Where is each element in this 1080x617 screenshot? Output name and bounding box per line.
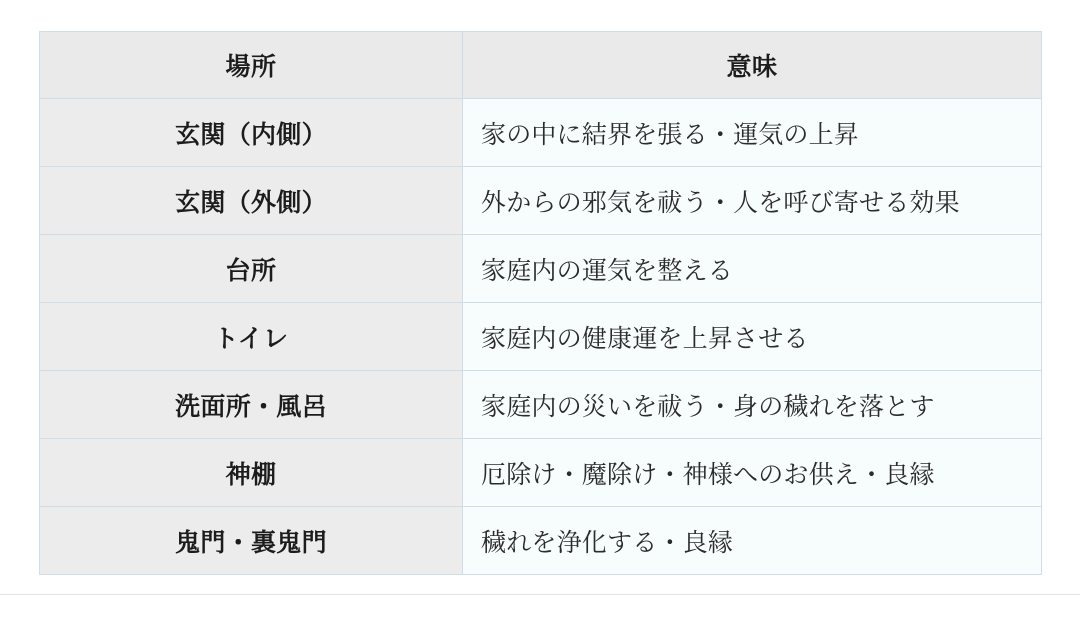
column-header-meaning: 意味: [463, 32, 1042, 99]
page-footer-area: [0, 595, 1080, 617]
table-row: [40, 235, 1042, 303]
cell-meaning: 家庭内の災いを祓う・身の穢れを落とす: [463, 371, 1042, 439]
cell-place: 玄関（外側）: [40, 167, 463, 235]
cell-meaning: 家の中に結界を張る・運気の上昇: [463, 99, 1042, 167]
column-header-place: 場所: [40, 32, 463, 99]
table-row: [40, 507, 1042, 575]
table-row: [40, 99, 1042, 167]
cell-meaning: 外からの邪気を祓う・人を呼び寄せる効果: [463, 167, 1042, 235]
cell-place: 玄関（内側）: [40, 99, 463, 167]
cell-meaning: 穢れを浄化する・良縁: [463, 507, 1042, 575]
table-row: [40, 439, 1042, 507]
table-container: [39, 31, 1041, 575]
cell-place: 神棚: [40, 439, 463, 507]
table-row: [40, 167, 1042, 235]
cell-meaning: 厄除け・魔除け・神様へのお供え・良縁: [463, 439, 1042, 507]
cell-meaning: 家庭内の健康運を上昇させる: [463, 303, 1042, 371]
meaning-table: [39, 31, 1042, 575]
table-body: [40, 99, 1042, 575]
cell-place: 台所: [40, 235, 463, 303]
cell-place: 鬼門・裏鬼門: [40, 507, 463, 575]
cell-place: 洗面所・風呂: [40, 371, 463, 439]
table-row: [40, 303, 1042, 371]
table-header: [40, 32, 1042, 99]
cell-place: トイレ: [40, 303, 463, 371]
table-header-row: [40, 32, 1042, 99]
table-row: [40, 371, 1042, 439]
cell-meaning: 家庭内の運気を整える: [463, 235, 1042, 303]
